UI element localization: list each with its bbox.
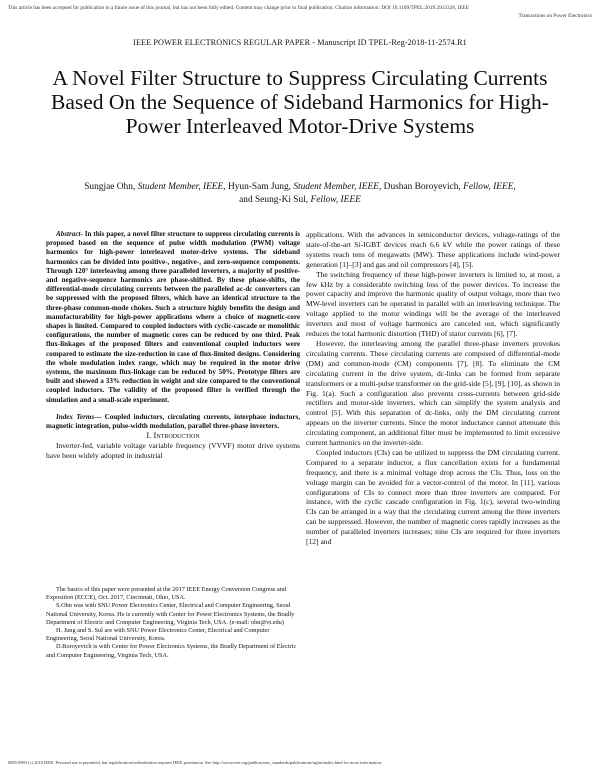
section-number: I.	[146, 430, 154, 441]
paper-title: A Novel Filter Structure to Suppress Circulating Currents Based On the Sequence of Sideband Harmonics for High-Power Interleaved Motor-Drive Systems	[51, 66, 549, 138]
abstract	[46, 230, 300, 405]
author-4: and Seung-Ki Sul,	[239, 195, 311, 205]
author-1: Sungjae Ohn,	[84, 182, 138, 192]
footnote-1: The basics of this paper were presented at the 2017 IEEE Energy Conversion Congress and Exposition (ECCE), Oct. 2017, Cincinnati, Ohio, USA.	[46, 586, 287, 602]
footnote-2: S.Ohn was with SNU Power Electronics Center, Electrical and Computer Engineering, Seoul National University, Korea. He is currently with Center for Power Electronics Systems, the Bradly Department of Electric and Computer Engineering, Virginia Tech, USA. (e-mail: ohn@vt.edu)	[46, 602, 295, 626]
author-3: , Dushan Boroyevich,	[378, 182, 464, 192]
author-list	[40, 181, 560, 207]
index-terms-text: — Coupled inductors, circulating currents, interphase inductors, magnetic integration, pulse-width modulation, parallel three-phase inverters.	[46, 412, 300, 431]
footnotes	[46, 586, 300, 660]
author-3-role: Fellow, IEEE,	[463, 182, 516, 192]
copyright-notice: 0885-8993 (c) 2018 IEEE. Personal use is permitted, but republication/redistribution requires IEEE permission. See http://www.ieee.org/publications_standards/publications/rights/index.html for more information.	[8, 760, 382, 765]
acceptance-notice	[8, 4, 592, 20]
intro-paragraph-start: Inverter-fed, variable voltage variable frequency (VVVF) motor drive systems have been widely adopted in industrial	[46, 441, 300, 461]
index-terms-label: Index Terms	[56, 412, 95, 421]
acceptance-notice-line2: Transactions on Power Electronics	[518, 13, 592, 19]
left-column	[46, 230, 300, 461]
index-terms	[46, 413, 300, 431]
author-2: , Hyun-Sam Jung,	[223, 182, 294, 192]
section-name: Introduction	[153, 430, 200, 441]
acceptance-notice-line1: This article has been accepted for publication in a future issue of this journal, but has not been fully edited. Content may change prior to final publication. Citation information: DOI 10.1109/TPEL.2019.2913326, IEEE	[8, 5, 470, 11]
body-paragraph-4: Coupled inductors (CIs) can be utilized to suppress the DM circulating current. Compared to a separate inductor, a flux cancellation exists for a fundamental frequency, and there is a minimal voltage drop across the CIs. Thus, loss on the voltage margin can be avoided for a vector-control of the motor. In [11], various configurations of CIs to connect more than three inverters are compared. For instance, with the cyclic cascade configuration in Fig. 1(c), several two-winding CIs can be arranged in a way that the circulating current among the three inverters can be suppressed. However, the number of magnetic cores rapidly increases as the number of paralleled inverters increases; nine CIs are required for three inverters [12] and	[306, 447, 560, 547]
body-paragraph-3: However, the interleaving among the parallel three-phase inverters provokes circulating currents. These circulating currents are composed of differential-mode (DM) and common-mode (CM) components [7], [8]. To eliminate the CM circulating current in the drive system, dc-links can be formed from separate transformers or a multi-pulse transformer on the grid-side [5], [9], [10], as shown in Fig. 1(a). Such a configuration also prevents cross-currents between grid-side rectifiers and motor-side inverters, which can simplify the system analysis and control [5]. With this separation of dc-links, only the DM circulating current appears on the inverter currents. Since the motor inductance cannot attenuate this circulating component, an additional filter must be implemented to limit excessive current harmonics on the inverter-side.	[306, 338, 560, 448]
author-1-role: Student Member, IEEE	[137, 182, 224, 192]
section-heading-introduction	[46, 431, 300, 441]
footnote-4: D.Boroyevich is with Center for Power Electronics Systems, the Bradly Department of Electric and Computer Engineering, Virginia Tech, USA.	[46, 643, 297, 659]
body-paragraph-1: applications. With the advances in semiconductor devices, voltage-ratings of the state-of-the-art Si-IGBT devices reach 6.6 kV while the power ratings of these systems reach tens of megawatts (MW). These applications include wind-power generation [1]–[3] and gas and oil compressors [4], [5].	[306, 230, 560, 269]
abstract-label: Abstract	[56, 230, 81, 238]
abstract-text: - In this paper, a novel filter structure to suppress circulating currents is proposed based on the sequence of pulse width modulation (PWM) voltage harmonics for high-power interleaved motor-drive systems. The sideband harmonics can be divided into positive-, negative-, and zero-sequence components. Through 120° interleaving among three paralleled inverters, a majority of positive- and negative-sequence harmonics are phase-shifted. By these phase-shifts, the differential-mode circulating currents between the paralleled ac-dc converters can be suppressed with the proposed filters, which have an identical structure to the three-phase common-mode chokes. Such a structure highly benefits the design and manufacturability for high-power applications where a choice of magnetic-core shapes is limited. Compared to coupled inductors with cyclic-cascade or monolithic configurations, the number of magnetic cores can be reduced by one third. Peak flux-linkages of the proposed filters and conventional coupled inductors were compared to estimate the size-reduction in case of flux-limited designs. Considering the whole modulation index range, which may be required in the motor drive systems, the maximum flux-linkage can be reduced by 50%. Prototype filters are built and showed a 33% reduction in weight and size compared to the conventional coupled inductors. The validity of the proposed filter is verified through the simulation and a small-scale experiment.	[46, 230, 300, 404]
author-4-role: Fellow, IEEE	[310, 195, 361, 205]
body-paragraph-2: The switching frequency of these high-power inverters is limited to, at most, a few kHz by a considerable switching loss of the power devices. To increase the power capacity and improve the harmonic quality of output voltage, more than two MW-level inverters can be operated in parallel with an interleaving technique. The voltage applied to the motor windings will be the average of the interleaved inverters and most of voltage harmonics are canceled out, which significantly reduces the total harmonic distortion (THD) of stator currents [6], [7].	[306, 269, 560, 339]
right-column	[306, 230, 560, 547]
running-header: IEEE POWER ELECTRONICS REGULAR PAPER - Manuscript ID TPEL-Reg-2018-11-2574.R1	[133, 38, 467, 47]
author-2-role: Student Member, IEEE	[293, 182, 379, 192]
footnote-3: H. Jung and S. Sul are with SNU Power Electronics Center, Electrical and Computer Engineering, Seoul National University, Korea.	[46, 627, 270, 643]
